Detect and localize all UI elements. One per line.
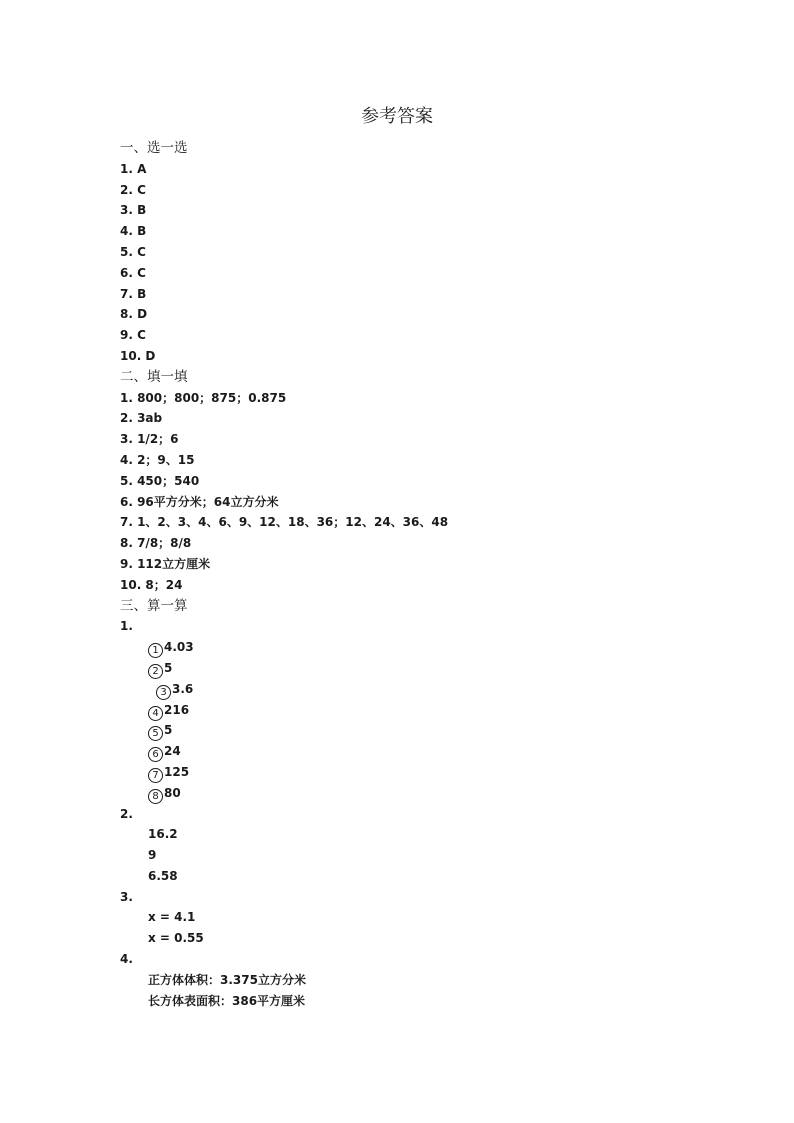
circled-number: 7 <box>148 768 163 783</box>
list-item: 7. 1、2、3、4、6、9、12、18、36；12、24、36、48 <box>120 515 449 530</box>
question-label: 3. <box>120 889 133 904</box>
list-item: 1. 800；800；875；0.875 <box>120 390 287 405</box>
list-item <box>120 720 720 741</box>
list-item: 2. C <box>120 182 146 197</box>
list-item: 9. 112立方厘米 <box>120 556 211 571</box>
list-item: 正方体体积：3.375立方分米 <box>148 972 306 987</box>
circled-number: 6 <box>148 747 163 762</box>
circled-number: 8 <box>148 789 163 804</box>
list-item: 10. D <box>120 348 156 363</box>
section-heading-fill: 二、填一填 <box>120 368 188 385</box>
list-item: 9. C <box>120 328 146 343</box>
circled-number: 1 <box>148 643 163 658</box>
question-label: 2. <box>120 806 133 821</box>
list-item: 10. 8；24 <box>120 577 183 592</box>
answer-value: 3.6 <box>172 681 194 696</box>
answer-value: 125 <box>164 764 190 779</box>
list-item: 长方体表面积：386平方厘米 <box>148 993 306 1008</box>
page-title: 参考答案 <box>361 106 433 127</box>
list-item <box>120 637 720 658</box>
answer-value: 4.03 <box>164 640 194 655</box>
list-item: 6.58 <box>148 868 178 883</box>
list-item <box>120 762 720 783</box>
answer-value: 5 <box>164 660 173 675</box>
answer-value: 5 <box>164 723 173 738</box>
list-item: 16.2 <box>148 827 178 842</box>
section-heading-choice: 一、选一选 <box>120 140 188 156</box>
answer-value: 80 <box>164 785 181 800</box>
question-label: 1. <box>120 619 133 634</box>
list-item <box>120 700 720 721</box>
circled-number: 2 <box>148 664 163 679</box>
answer-content <box>120 138 720 1011</box>
list-item: 3. 1/2；6 <box>120 432 179 447</box>
list-item: 3. B <box>120 203 147 218</box>
list-item: 6. C <box>120 265 146 280</box>
list-item: 5. 450；540 <box>120 473 200 488</box>
list-item: 4. B <box>120 224 147 239</box>
list-item: x = 4.1 <box>148 910 196 925</box>
list-item: 6. 96平方分米；64立方分米 <box>120 494 279 509</box>
list-item <box>120 783 720 804</box>
list-item: 9 <box>148 848 157 863</box>
circled-number: 3 <box>156 685 171 700</box>
list-item <box>120 741 720 762</box>
list-item: 4. 2；9、15 <box>120 452 195 467</box>
list-item <box>120 679 720 700</box>
list-item: 7. B <box>120 286 147 301</box>
list-item <box>120 658 720 679</box>
question-label: 4. <box>120 952 133 967</box>
list-item: 5. C <box>120 244 146 259</box>
circled-number: 4 <box>148 706 163 721</box>
answer-value: 216 <box>164 702 190 717</box>
list-item: 1. A <box>120 161 147 176</box>
circled-number: 5 <box>148 726 163 741</box>
list-item: 2. 3ab <box>120 411 163 426</box>
list-item: 8. D <box>120 307 148 322</box>
list-item: 8. 7/8；8/8 <box>120 536 192 551</box>
answer-value: 24 <box>164 744 181 759</box>
list-item: x = 0.55 <box>148 931 204 946</box>
section-heading-calc: 三、算一算 <box>120 597 188 614</box>
